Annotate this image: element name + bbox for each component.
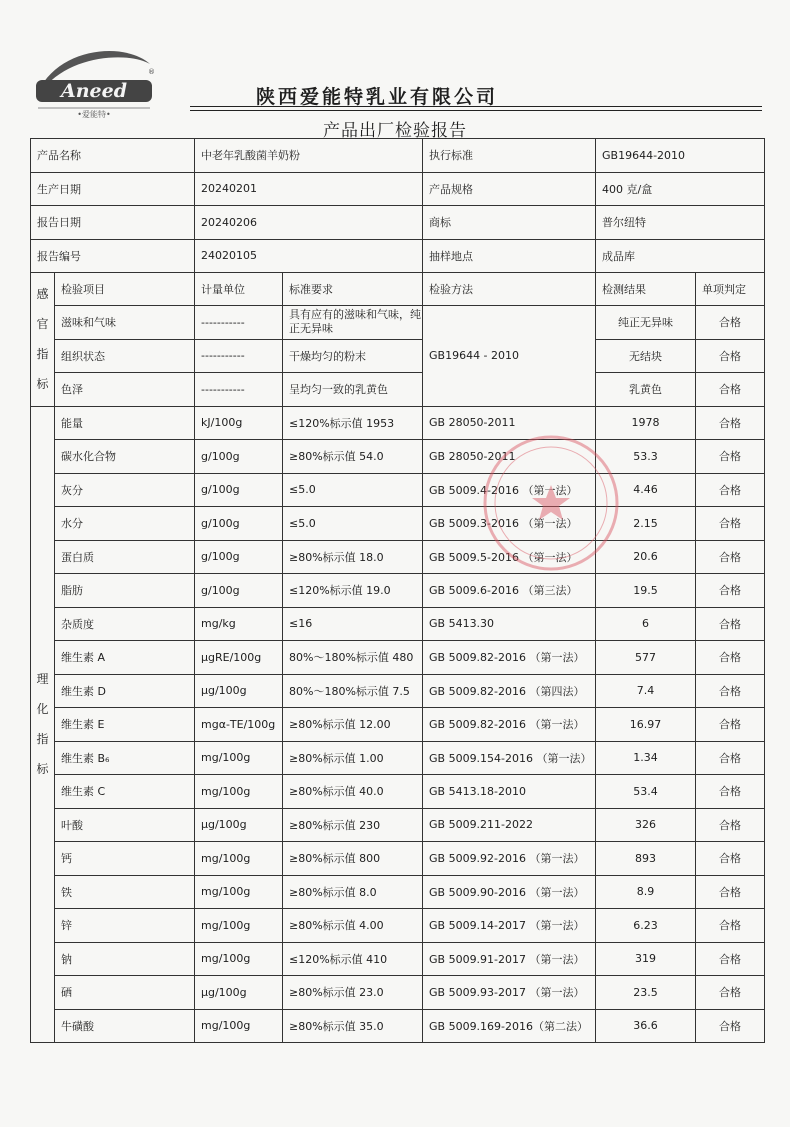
requirement: ≥80%标示值 800 — [283, 842, 423, 876]
svg-text:Aneed: Aneed — [60, 80, 128, 102]
table-row — [31, 674, 765, 708]
label-sampling: 抽样地点 — [423, 239, 596, 273]
label-report-date: 报告日期 — [31, 206, 195, 240]
item-name: 维生素 C — [55, 775, 195, 809]
unit: g/100g — [195, 473, 283, 507]
result: 20.6 — [596, 540, 696, 574]
item-name: 水分 — [55, 507, 195, 541]
method: GB 5009.82-2016 （第一法） — [423, 708, 596, 742]
method: GB 5009.211-2022 — [423, 808, 596, 842]
sampling: 成品库 — [596, 239, 765, 273]
judgment: 合格 — [696, 641, 765, 675]
inspection-table — [30, 138, 765, 1043]
table-row — [31, 875, 765, 909]
result: 乳黄色 — [596, 373, 696, 407]
label-production-date: 生产日期 — [31, 172, 195, 206]
requirement: ≥80%标示值 4.00 — [283, 909, 423, 943]
result: 6 — [596, 607, 696, 641]
col-header-requirement: 标准要求 — [283, 273, 423, 306]
result: 893 — [596, 842, 696, 876]
sensory-method: GB19644 - 2010 — [423, 306, 596, 407]
method: GB 5009.14-2017 （第一法） — [423, 909, 596, 943]
item-name: 灰分 — [55, 473, 195, 507]
label-brand: 商标 — [423, 206, 596, 240]
judgment: 合格 — [696, 775, 765, 809]
item-name: 脂肪 — [55, 574, 195, 608]
unit: g/100g — [195, 507, 283, 541]
header-rule — [190, 110, 762, 111]
judgment: 合格 — [696, 339, 765, 373]
unit: mg/100g — [195, 942, 283, 976]
judgment: 合格 — [696, 842, 765, 876]
table-row — [31, 540, 765, 574]
item-name: 蛋白质 — [55, 540, 195, 574]
result: 8.9 — [596, 875, 696, 909]
table-row — [31, 339, 765, 373]
table-row — [31, 976, 765, 1010]
judgment: 合格 — [696, 306, 765, 340]
requirement: ≥80%标示值 35.0 — [283, 1009, 423, 1043]
table-row — [31, 406, 765, 440]
item-name: 硒 — [55, 976, 195, 1010]
svg-text:•爱能特•: •爱能特• — [77, 110, 111, 119]
table-row — [31, 842, 765, 876]
table-row — [31, 607, 765, 641]
table-row — [31, 306, 765, 340]
requirement: ≥80%标示值 8.0 — [283, 875, 423, 909]
svg-text:®: ® — [148, 68, 155, 76]
unit: kJ/100g — [195, 406, 283, 440]
result: 319 — [596, 942, 696, 976]
requirement: 呈均匀一致的乳黄色 — [283, 373, 423, 407]
unit: mg/100g — [195, 775, 283, 809]
result: 无结块 — [596, 339, 696, 373]
item-name: 色泽 — [55, 373, 195, 407]
table-row — [31, 942, 765, 976]
unit: g/100g — [195, 540, 283, 574]
method: GB 5009.93-2017 （第一法） — [423, 976, 596, 1010]
label-spec: 产品规格 — [423, 172, 596, 206]
method: GB 28050-2011 — [423, 440, 596, 474]
result: 16.97 — [596, 708, 696, 742]
label-report-no: 报告编号 — [31, 239, 195, 273]
method: GB 5009.82-2016 （第四法） — [423, 674, 596, 708]
item-name: 杂质度 — [55, 607, 195, 641]
col-header-result: 检测结果 — [596, 273, 696, 306]
company-logo — [30, 38, 156, 120]
unit: mg/100g — [195, 875, 283, 909]
table-row — [31, 440, 765, 474]
item-name: 钠 — [55, 942, 195, 976]
requirement: 干燥均匀的粉末 — [283, 339, 423, 373]
result: 1978 — [596, 406, 696, 440]
col-header-unit: 计量单位 — [195, 273, 283, 306]
requirement: ≥80%标示值 12.00 — [283, 708, 423, 742]
requirement: 80%～180%标示值 480 — [283, 641, 423, 675]
judgment: 合格 — [696, 1009, 765, 1043]
judgment: 合格 — [696, 507, 765, 541]
report-no: 24020105 — [195, 239, 423, 273]
unit: mg/kg — [195, 607, 283, 641]
sensory-section-label: 感 官 指 标 — [31, 273, 55, 407]
requirement: ≥80%标示值 18.0 — [283, 540, 423, 574]
header-rule — [190, 106, 762, 107]
label-standard: 执行标准 — [423, 139, 596, 173]
item-name: 组织状态 — [55, 339, 195, 373]
item-name: 锌 — [55, 909, 195, 943]
judgment: 合格 — [696, 976, 765, 1010]
unit: ----------- — [195, 339, 283, 373]
method: GB 5009.90-2016 （第一法） — [423, 875, 596, 909]
item-name: 碳水化合物 — [55, 440, 195, 474]
item-name: 钙 — [55, 842, 195, 876]
requirement: 80%～180%标示值 7.5 — [283, 674, 423, 708]
judgment: 合格 — [696, 406, 765, 440]
result: 53.4 — [596, 775, 696, 809]
table-row — [31, 775, 765, 809]
method: GB 5413.18-2010 — [423, 775, 596, 809]
result: 23.5 — [596, 976, 696, 1010]
requirement: ≥80%标示值 1.00 — [283, 741, 423, 775]
result: 36.6 — [596, 1009, 696, 1043]
requirement: ≤5.0 — [283, 473, 423, 507]
unit: μg/100g — [195, 808, 283, 842]
requirement: ≥80%标示值 230 — [283, 808, 423, 842]
result: 53.3 — [596, 440, 696, 474]
result: 6.23 — [596, 909, 696, 943]
unit: mgα-TE/100g — [195, 708, 283, 742]
requirement: ≤120%标示值 1953 — [283, 406, 423, 440]
label-product-name: 产品名称 — [31, 139, 195, 173]
table-row — [31, 909, 765, 943]
judgment: 合格 — [696, 708, 765, 742]
judgment: 合格 — [696, 741, 765, 775]
table-row — [31, 741, 765, 775]
result: 577 — [596, 641, 696, 675]
table-row — [31, 641, 765, 675]
requirement: ≤16 — [283, 607, 423, 641]
table-row — [31, 373, 765, 407]
col-header-method: 检验方法 — [423, 273, 596, 306]
item-name: 牛磺酸 — [55, 1009, 195, 1043]
production-date: 20240201 — [195, 172, 423, 206]
item-name: 维生素 E — [55, 708, 195, 742]
method: GB 5009.92-2016 （第一法） — [423, 842, 596, 876]
result: 7.4 — [596, 674, 696, 708]
method: GB 5009.3-2016 （第一法） — [423, 507, 596, 541]
physchem-section-label: 理 化 指 标 — [31, 406, 55, 1043]
method: GB 5009.154-2016 （第一法） — [423, 741, 596, 775]
result: 1.34 — [596, 741, 696, 775]
method: GB 5009.91-2017 （第一法） — [423, 942, 596, 976]
unit: mg/100g — [195, 1009, 283, 1043]
judgment: 合格 — [696, 607, 765, 641]
method: GB 5009.82-2016 （第一法） — [423, 641, 596, 675]
unit: mg/100g — [195, 741, 283, 775]
report-date: 20240206 — [195, 206, 423, 240]
requirement: ≤120%标示值 410 — [283, 942, 423, 976]
method: GB 5009.5-2016 （第一法） — [423, 540, 596, 574]
unit: ----------- — [195, 373, 283, 407]
result: 4.46 — [596, 473, 696, 507]
judgment: 合格 — [696, 942, 765, 976]
requirement: ≤5.0 — [283, 507, 423, 541]
judgment: 合格 — [696, 674, 765, 708]
unit: mg/100g — [195, 909, 283, 943]
item-name: 维生素 D — [55, 674, 195, 708]
unit: g/100g — [195, 440, 283, 474]
item-name: 滋味和气味 — [55, 306, 195, 340]
method: GB 5009.6-2016 （第三法） — [423, 574, 596, 608]
judgment: 合格 — [696, 473, 765, 507]
company-name: 陕西爱能特乳业有限公司 — [256, 86, 499, 108]
requirement: ≤120%标示值 19.0 — [283, 574, 423, 608]
unit: μg/100g — [195, 674, 283, 708]
report-title: 产品出厂检验报告 — [323, 121, 467, 141]
brand: 普尔纽特 — [596, 206, 765, 240]
requirement: ≥80%标示值 54.0 — [283, 440, 423, 474]
standard: GB19644-2010 — [596, 139, 765, 173]
judgment: 合格 — [696, 440, 765, 474]
item-name: 叶酸 — [55, 808, 195, 842]
result: 纯正无异味 — [596, 306, 696, 340]
item-name: 能量 — [55, 406, 195, 440]
method: GB 28050-2011 — [423, 406, 596, 440]
table-row — [31, 708, 765, 742]
judgment: 合格 — [696, 574, 765, 608]
result: 19.5 — [596, 574, 696, 608]
requirement: 具有应有的滋味和气味，纯正无异味 — [283, 306, 423, 340]
table-row — [31, 808, 765, 842]
item-name: 铁 — [55, 875, 195, 909]
item-name: 维生素 A — [55, 641, 195, 675]
method: GB 5009.4-2016 （第一法） — [423, 473, 596, 507]
result: 326 — [596, 808, 696, 842]
unit: mg/100g — [195, 842, 283, 876]
method: GB 5413.30 — [423, 607, 596, 641]
judgment: 合格 — [696, 540, 765, 574]
unit: g/100g — [195, 574, 283, 608]
unit: ----------- — [195, 306, 283, 340]
method: GB 5009.169-2016（第二法） — [423, 1009, 596, 1043]
col-header-judgment: 单项判定 — [696, 273, 765, 306]
table-row — [31, 574, 765, 608]
judgment: 合格 — [696, 875, 765, 909]
item-name: 维生素 B₆ — [55, 741, 195, 775]
unit: μg/100g — [195, 976, 283, 1010]
unit: μgRE/100g — [195, 641, 283, 675]
requirement: ≥80%标示值 23.0 — [283, 976, 423, 1010]
product-name: 中老年乳酸菌羊奶粉 — [195, 139, 423, 173]
table-row — [31, 473, 765, 507]
judgment: 合格 — [696, 373, 765, 407]
judgment: 合格 — [696, 909, 765, 943]
result: 2.15 — [596, 507, 696, 541]
table-row — [31, 1009, 765, 1043]
table-row — [31, 507, 765, 541]
requirement: ≥80%标示值 40.0 — [283, 775, 423, 809]
judgment: 合格 — [696, 808, 765, 842]
col-header-item: 检验项目 — [55, 273, 195, 306]
spec: 400 克/盒 — [596, 172, 765, 206]
